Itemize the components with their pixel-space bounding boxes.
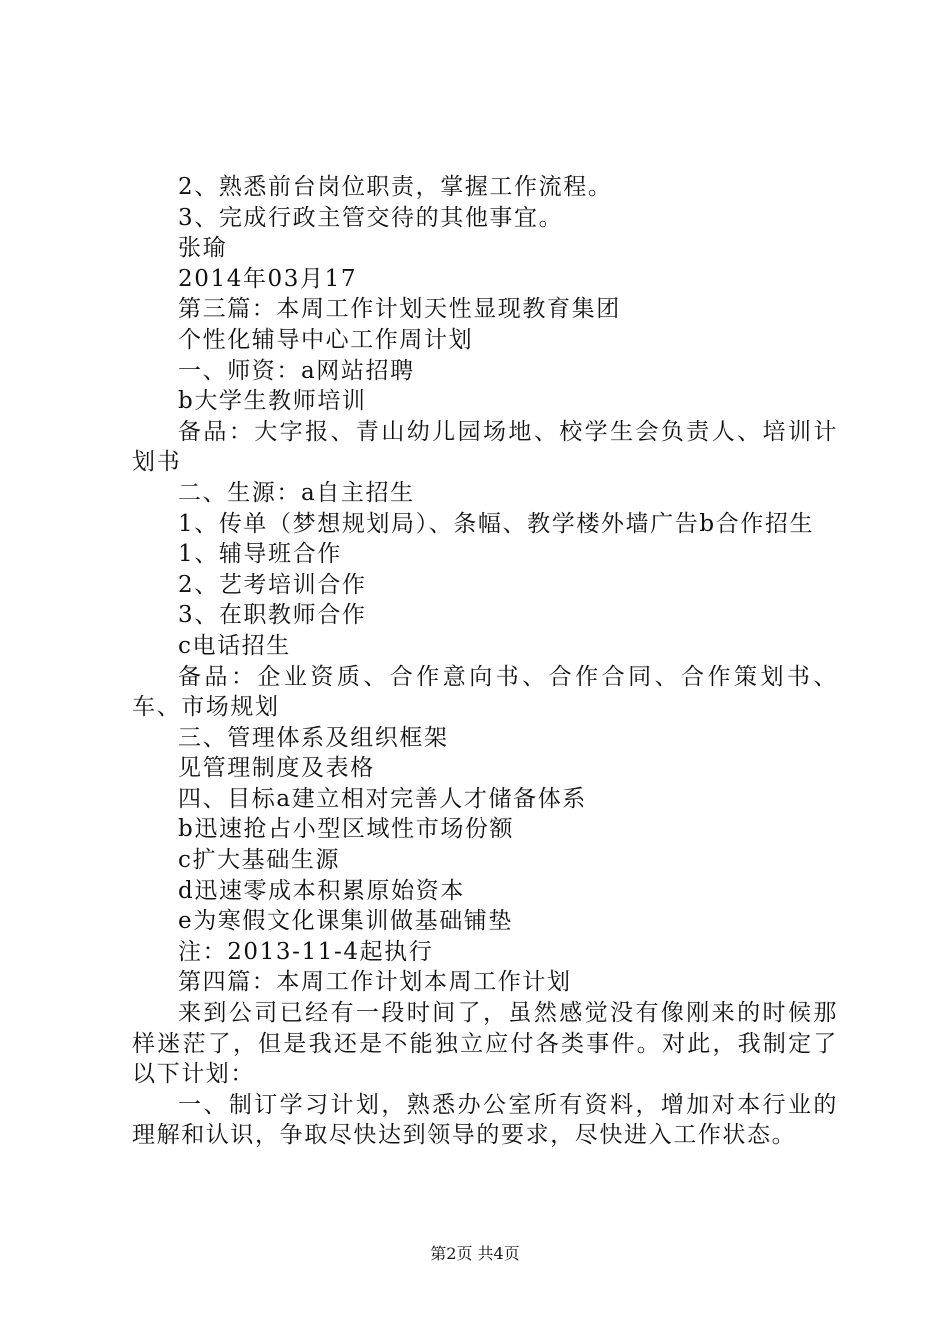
text-line: 一、师资：a网站招聘	[178, 357, 415, 384]
paragraph: 来到公司已经有一段时间了，虽然感觉没有像刚来的时候那样迷茫了，但是我还是不能独立应付各类事件。对此，我制定了以下计划：	[132, 1000, 838, 1088]
text-line: 3、完成行政主管交待的其他事宜。	[178, 204, 564, 231]
text-line: 三、管理体系及组织框架	[178, 724, 449, 751]
text-line: c扩大基础生源	[178, 847, 341, 874]
text-line: 四、目标a建立相对完善人才储备体系	[178, 785, 587, 812]
section-heading: 第四篇：本周工作计划本周工作计划	[178, 969, 572, 996]
section-subheading: 个性化辅导中心工作周计划	[178, 326, 474, 353]
text-line: e为寒假文化课集训做基础铺垫	[178, 908, 514, 935]
text-line: 见管理制度及表格	[178, 755, 375, 782]
paragraph: 一、制订学习计划，熟悉办公室所有资料，增加对本行业的理解和认识，争取尽快达到领导的要求，尽快进入工作状态。	[132, 1091, 838, 1149]
text-line: c电话招生	[178, 632, 291, 659]
section-heading: 第三篇：本周工作计划天性显现教育集团	[178, 296, 621, 323]
document-body	[132, 172, 838, 1151]
paragraph: 备品：企业资质、合作意向书、合作合同、合作策划书、车、市场规划	[132, 663, 838, 721]
text-line: 2、熟悉前台岗位职责，掌握工作流程。	[178, 174, 613, 200]
text-line: b大学生教师培训	[178, 388, 367, 415]
paragraph: 备品：大字报、青山幼儿园场地、校学生会负责人、培训计划书	[132, 418, 838, 476]
page-number-footer: 第2页 共4页	[430, 1244, 520, 1263]
text-line: d迅速零成本积累原始资本	[178, 877, 465, 904]
text-line: 2、艺考培训合作	[178, 571, 367, 598]
text-line: 1、辅导班合作	[178, 541, 342, 568]
author-name: 张瑜	[178, 235, 228, 262]
text-line: 3、在职教师合作	[178, 602, 367, 629]
text-line: b迅速抢占小型区域性市场份额	[178, 816, 515, 843]
document-date: 2014年03月17	[178, 265, 358, 292]
text-line: 二、生源：a自主招生	[178, 479, 415, 506]
paragraph: 1、传单（梦想规划局）、条幅、教学楼外墙广告b合作招生	[178, 510, 815, 537]
note-line: 注：2013-11-4起执行	[178, 938, 434, 965]
